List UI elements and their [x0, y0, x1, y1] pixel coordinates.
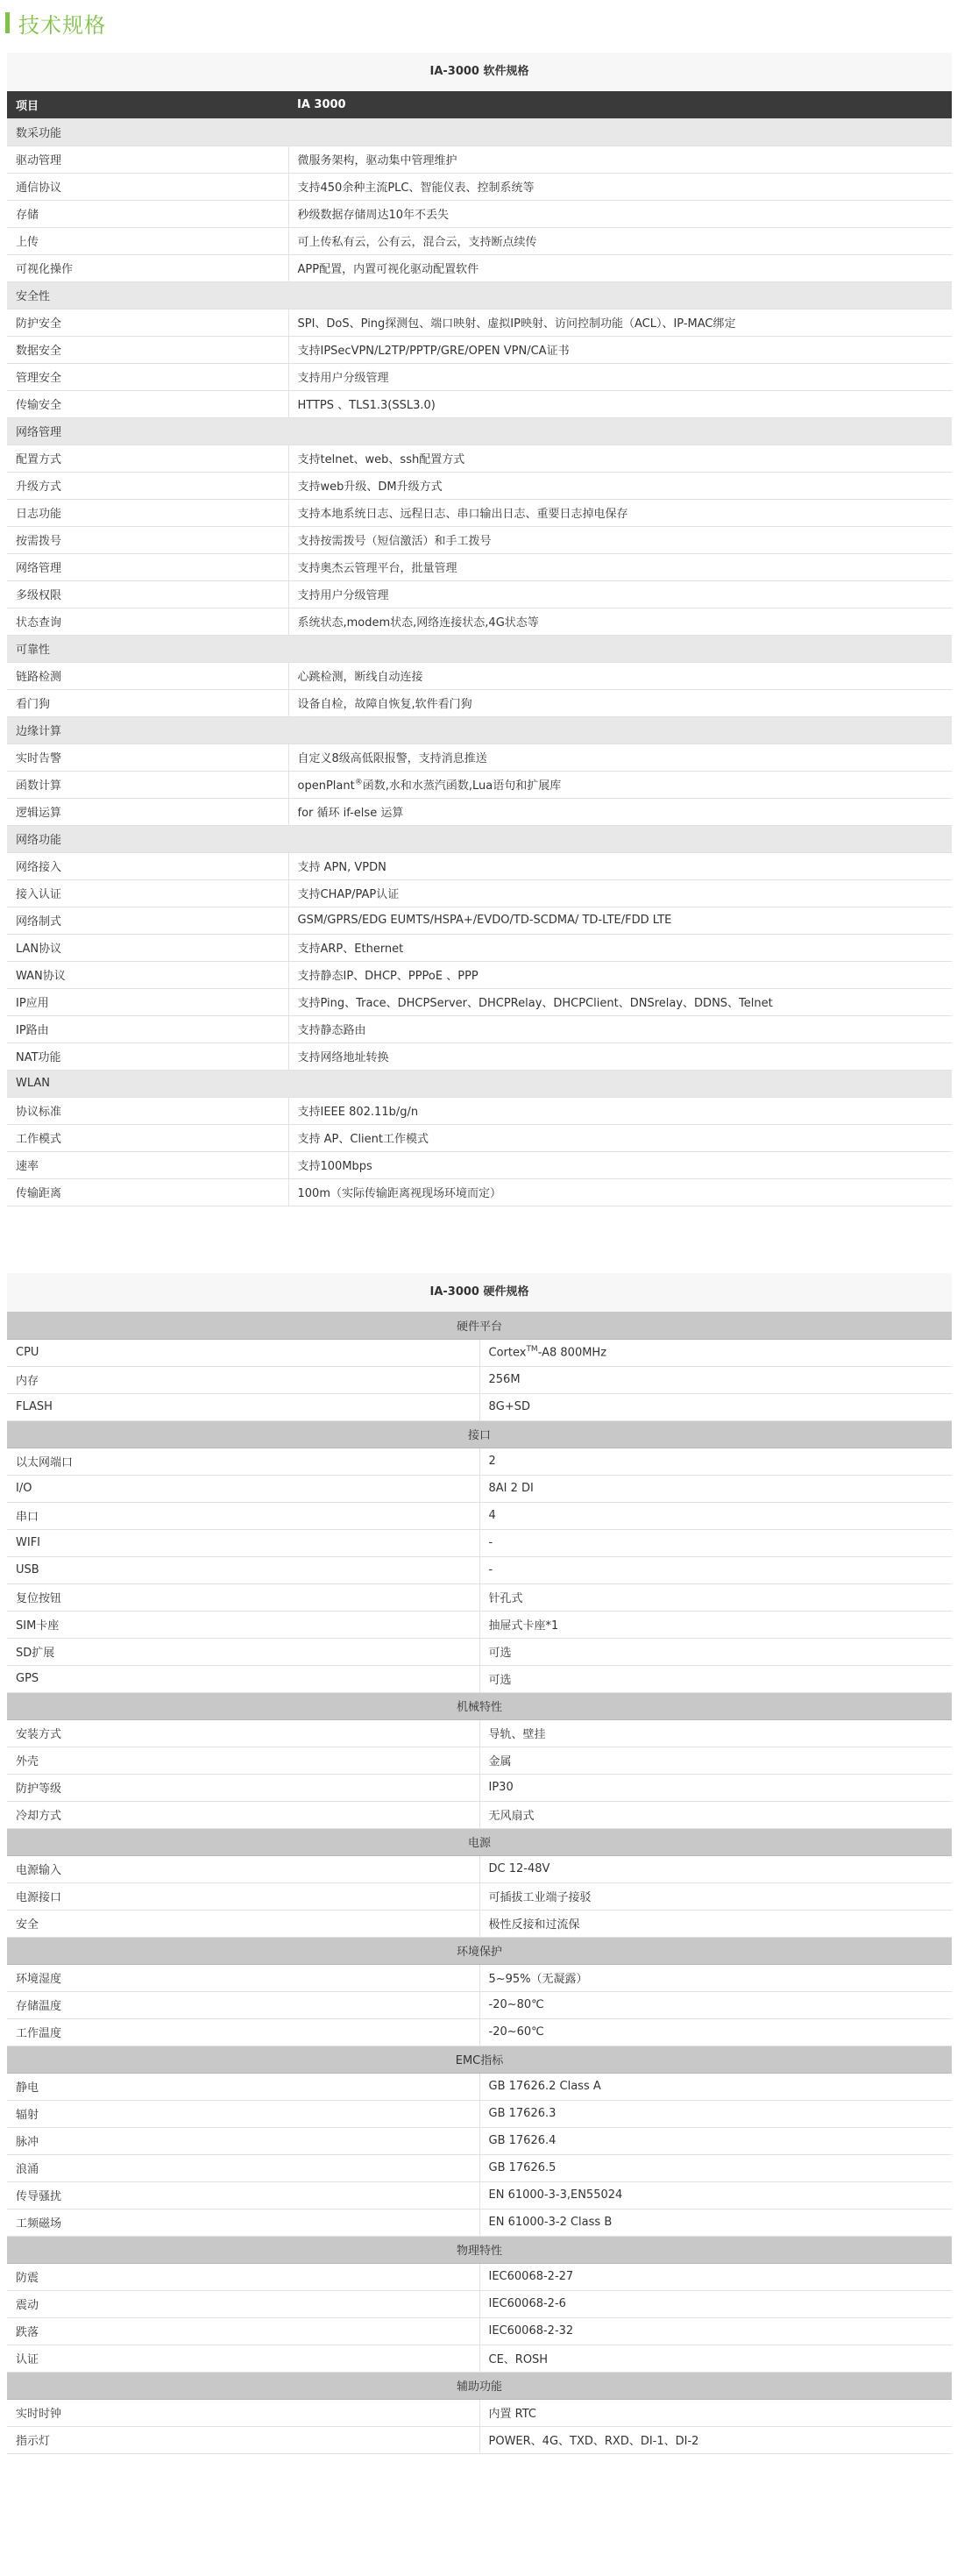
hardware-spec-table — [7, 1312, 952, 2454]
spec-value: 可插拔工业端子接驳 — [479, 1882, 952, 1910]
table-row — [7, 798, 952, 825]
section-label: 物理特性 — [7, 2236, 952, 2263]
spec-value: 100m（实际传输距离视现场环境而定） — [288, 1178, 952, 1206]
spec-key: 跌落 — [7, 2317, 479, 2345]
table-row — [7, 526, 952, 553]
category-row — [7, 716, 952, 744]
spec-value: 抽屉式卡座*1 — [479, 1611, 952, 1638]
spec-value: for 循环 if-else 运算 — [288, 798, 952, 825]
section-row — [7, 1692, 952, 1719]
spec-key: 按需拨号 — [7, 526, 288, 553]
category-label: 边缘计算 — [7, 716, 952, 744]
table-row — [7, 961, 952, 988]
section-label: EMC指标 — [7, 2046, 952, 2073]
spec-value: - — [479, 1556, 952, 1583]
spec-key: 速率 — [7, 1151, 288, 1178]
spec-key: CPU — [7, 1339, 479, 1366]
table-row — [7, 1882, 952, 1910]
table-row — [7, 580, 952, 608]
spec-key: 存储 — [7, 200, 288, 227]
category-row — [7, 635, 952, 662]
spec-key: 安全 — [7, 1910, 479, 1937]
spec-value: 支持web升级、DM升级方式 — [288, 472, 952, 499]
table-row — [7, 1747, 952, 1774]
spec-value: -20~80℃ — [479, 1991, 952, 2018]
category-row — [7, 118, 952, 146]
spec-key: 防震 — [7, 2263, 479, 2290]
spec-value: 无风扇式 — [479, 1801, 952, 1828]
spec-key: 复位按钮 — [7, 1583, 479, 1611]
table-row — [7, 608, 952, 635]
spec-key: 防护安全 — [7, 309, 288, 336]
section-label: 硬件平台 — [7, 1312, 952, 1339]
spec-value: IEC60068-2-32 — [479, 2317, 952, 2345]
section-row — [7, 1937, 952, 1964]
spec-value: EN 61000-3-2 Class B — [479, 2209, 952, 2236]
spec-value: 支持IPSecVPN/L2TP/PPTP/GRE/OPEN VPN/CA证书 — [288, 336, 952, 363]
table-row — [7, 1964, 952, 1991]
spec-key: 状态查询 — [7, 608, 288, 635]
table-row — [7, 2073, 952, 2100]
table-row — [7, 1015, 952, 1042]
spec-key: 防护等级 — [7, 1774, 479, 1801]
spec-key: 浪涌 — [7, 2154, 479, 2181]
category-label: 网络功能 — [7, 825, 952, 852]
category-label: WLAN — [7, 1070, 952, 1097]
section-row — [7, 1420, 952, 1448]
spec-value: CE、ROSH — [479, 2345, 952, 2372]
spec-key: 外壳 — [7, 1747, 479, 1774]
spec-key: 震动 — [7, 2290, 479, 2317]
table-row — [7, 2127, 952, 2154]
software-spec-caption: IA-3000 软件规格 — [429, 65, 529, 78]
table-row — [7, 2290, 952, 2317]
spec-key: FLASH — [7, 1393, 479, 1420]
spec-value-part: Cortex — [488, 1346, 527, 1360]
spec-key: LAN协议 — [7, 934, 288, 961]
spec-key: 串口 — [7, 1502, 479, 1529]
table-row — [7, 1801, 952, 1828]
spec-key: 传输距离 — [7, 1178, 288, 1206]
spec-key: 可视化操作 — [7, 254, 288, 281]
table-row — [7, 2100, 952, 2127]
table-row — [7, 2399, 952, 2426]
spec-value: 可选 — [479, 1638, 952, 1665]
table-row — [7, 907, 952, 934]
table-row — [7, 1991, 952, 2018]
spec-value: DC 12-48V — [479, 1855, 952, 1882]
table-row — [7, 1502, 952, 1529]
table-row — [7, 1339, 952, 1366]
spec-key: 以太网端口 — [7, 1448, 479, 1475]
spec-value: 支持CHAP/PAP认证 — [288, 879, 952, 907]
spec-value: - — [479, 1529, 952, 1556]
spec-key: 链路检测 — [7, 662, 288, 689]
spec-value: 支持用户分级管理 — [288, 363, 952, 390]
spec-key: IP应用 — [7, 988, 288, 1015]
spec-value: 可上传私有云，公有云，混合云，支持断点续传 — [288, 227, 952, 254]
spec-value: 自定义8级高低限报警，支持消息推送 — [288, 744, 952, 771]
table-row — [7, 1855, 952, 1882]
section-label: 机械特性 — [7, 1692, 952, 1719]
spec-value: 内置 RTC — [479, 2399, 952, 2426]
table-row — [7, 662, 952, 689]
table-row — [7, 1151, 952, 1178]
section-row — [7, 1312, 952, 1339]
spec-key: 电源输入 — [7, 1855, 479, 1882]
table-row — [7, 2181, 952, 2209]
table-row — [7, 1124, 952, 1151]
spec-value: 256M — [479, 1366, 952, 1393]
table-row — [7, 1475, 952, 1502]
spec-value: APP配置，内置可视化驱动配置软件 — [288, 254, 952, 281]
category-row — [7, 281, 952, 309]
spec-key: IP路由 — [7, 1015, 288, 1042]
spec-value: 支持 AP、Client工作模式 — [288, 1124, 952, 1151]
spec-value: GSM/GPRS/EDG EUMTS/HSPA+/EVDO/TD-SCDMA/ TD-LTE/FDD LTE — [288, 907, 952, 934]
table-row — [7, 934, 952, 961]
table-row — [7, 852, 952, 879]
spec-value: 心跳检测，断线自动连接 — [288, 662, 952, 689]
table-row — [7, 553, 952, 580]
spec-value — [288, 771, 952, 798]
table-row — [7, 1611, 952, 1638]
table-row — [7, 445, 952, 472]
spec-key: 管理安全 — [7, 363, 288, 390]
section-row — [7, 2236, 952, 2263]
spec-value: 可选 — [479, 1665, 952, 1692]
spec-value: 支持100Mbps — [288, 1151, 952, 1178]
spec-key: 上传 — [7, 227, 288, 254]
spec-value: GB 17626.5 — [479, 2154, 952, 2181]
spec-key: 函数计算 — [7, 771, 288, 798]
spec-key: 辐射 — [7, 2100, 479, 2127]
spec-key: GPS — [7, 1665, 479, 1692]
category-label: 安全性 — [7, 281, 952, 309]
spec-key: I/O — [7, 1475, 479, 1502]
spec-key: 网络管理 — [7, 553, 288, 580]
table-row — [7, 1665, 952, 1692]
table-row — [7, 988, 952, 1015]
spec-value-superscript: ® — [354, 778, 363, 787]
spec-key: 实时告警 — [7, 744, 288, 771]
spec-value-part: -A8 800MHz — [537, 1346, 607, 1360]
spec-key: SIM卡座 — [7, 1611, 479, 1638]
table-row — [7, 1366, 952, 1393]
spec-key: WIFI — [7, 1529, 479, 1556]
category-label: 网络管理 — [7, 417, 952, 445]
table-row — [7, 1583, 952, 1611]
table-row — [7, 254, 952, 281]
software-spec-table — [7, 91, 952, 1206]
spec-key: 工频磁场 — [7, 2209, 479, 2236]
spec-value: EN 61000-3-3,EN55024 — [479, 2181, 952, 2209]
spec-key: 电源接口 — [7, 1882, 479, 1910]
hardware-spec-caption: IA-3000 硬件规格 — [429, 1285, 529, 1299]
table-row — [7, 1910, 952, 1937]
spec-value: 8G+SD — [479, 1393, 952, 1420]
spec-value: 导轨、壁挂 — [479, 1719, 952, 1747]
spec-value: SPI、DoS、Ping探测包、端口映射、虚拟IP映射、访问控制功能（ACL）、IP-MAC绑定 — [288, 309, 952, 336]
spec-key: 冷却方式 — [7, 1801, 479, 1828]
table-row — [7, 1097, 952, 1124]
table-row — [7, 2209, 952, 2236]
spec-key: 脉冲 — [7, 2127, 479, 2154]
spec-value: 2 — [479, 1448, 952, 1475]
spec-value: -20~60℃ — [479, 2018, 952, 2046]
category-label: 可靠性 — [7, 635, 952, 662]
spec-value: 支持450余种主流PLC、智能仪表、控制系统等 — [288, 173, 952, 200]
table-row — [7, 689, 952, 716]
spec-value: GB 17626.4 — [479, 2127, 952, 2154]
spec-key: 看门狗 — [7, 689, 288, 716]
spec-value: IP30 — [479, 1774, 952, 1801]
spec-key: 认证 — [7, 2345, 479, 2372]
spec-value: 秒级数据存储周达10年不丢失 — [288, 200, 952, 227]
hardware-spec-panel — [7, 1273, 952, 2454]
spec-value-superscript: TM — [526, 1345, 538, 1355]
spec-value: GB 17626.2 Class A — [479, 2073, 952, 2100]
spec-key: 接入认证 — [7, 879, 288, 907]
table-row — [7, 1638, 952, 1665]
spec-key: 网络制式 — [7, 907, 288, 934]
spec-value: 支持IEEE 802.11b/g/n — [288, 1097, 952, 1124]
table-row — [7, 879, 952, 907]
spec-key: WAN协议 — [7, 961, 288, 988]
table-row — [7, 1556, 952, 1583]
spec-value: 支持静态IP、DHCP、PPPoE 、PPP — [288, 961, 952, 988]
software-spec-panel — [7, 53, 952, 1206]
spec-value: 设备自检，故障自恢复,软件看门狗 — [288, 689, 952, 716]
spec-key: 协议标准 — [7, 1097, 288, 1124]
section-heading — [5, 9, 106, 37]
spec-key: NAT功能 — [7, 1042, 288, 1070]
spec-value: 支持Ping、Trace、DHCPServer、DHCPRelay、DHCPClient、DNSrelay、DDNS、Telnet — [288, 988, 952, 1015]
spec-value: 支持ARP、Ethernet — [288, 934, 952, 961]
spec-value: 支持telnet、web、ssh配置方式 — [288, 445, 952, 472]
table-row — [7, 1448, 952, 1475]
spec-value: 支持本地系统日志、远程日志、串口输出日志、重要日志掉电保存 — [288, 499, 952, 526]
spec-value-part: 函数,水和水蒸汽函数,Lua语句和扩展库 — [362, 779, 562, 793]
header-item: 项目 — [7, 91, 288, 118]
spec-value: 支持网络地址转换 — [288, 1042, 952, 1070]
spec-key: 传导骚扰 — [7, 2181, 479, 2209]
spec-value: 5~95%（无凝露） — [479, 1964, 952, 1991]
spec-key: 传输安全 — [7, 390, 288, 417]
section-row — [7, 1828, 952, 1855]
spec-value: 微服务架构，驱动集中管理维护 — [288, 146, 952, 173]
spec-key: 工作模式 — [7, 1124, 288, 1151]
category-row — [7, 1070, 952, 1097]
spec-key: 实时时钟 — [7, 2399, 479, 2426]
spec-value: 支持按需拨号（短信激活）和手工拨号 — [288, 526, 952, 553]
table-row — [7, 1529, 952, 1556]
spec-key: 配置方式 — [7, 445, 288, 472]
section-row — [7, 2372, 952, 2399]
table-row — [7, 2317, 952, 2345]
table-row — [7, 2263, 952, 2290]
spec-key: 存储温度 — [7, 1991, 479, 2018]
section-label: 电源 — [7, 1828, 952, 1855]
spec-key: 指示灯 — [7, 2426, 479, 2453]
spec-key: 数据安全 — [7, 336, 288, 363]
spec-value: IEC60068-2-6 — [479, 2290, 952, 2317]
table-row — [7, 2345, 952, 2372]
table-row — [7, 390, 952, 417]
spec-value: 8AI 2 DI — [479, 1475, 952, 1502]
spec-key: SD扩展 — [7, 1638, 479, 1665]
table-row — [7, 363, 952, 390]
spec-key: 日志功能 — [7, 499, 288, 526]
spec-value: POWER、4G、TXD、RXD、DI-1、DI-2 — [479, 2426, 952, 2453]
spec-value: HTTPS 、TLS1.3(SSL3.0) — [288, 390, 952, 417]
category-row — [7, 825, 952, 852]
spec-value: 系统状态,modem状态,网络连接状态,4G状态等 — [288, 608, 952, 635]
table-row — [7, 200, 952, 227]
section-label: 环境保护 — [7, 1937, 952, 1964]
spec-key: 多级权限 — [7, 580, 288, 608]
spec-value: 极性反接和过流保 — [479, 1910, 952, 1937]
category-row — [7, 417, 952, 445]
spec-key: 安装方式 — [7, 1719, 479, 1747]
spec-key: 工作温度 — [7, 2018, 479, 2046]
spec-value: 支持静态路由 — [288, 1015, 952, 1042]
table-row — [7, 173, 952, 200]
table-row — [7, 1774, 952, 1801]
table-row — [7, 2154, 952, 2181]
table-row — [7, 499, 952, 526]
heading-accent-bar — [5, 12, 10, 33]
spec-key: 内存 — [7, 1366, 479, 1393]
category-label: 数采功能 — [7, 118, 952, 146]
table-row — [7, 227, 952, 254]
table-header-row — [7, 91, 952, 118]
spec-value — [479, 1339, 952, 1366]
table-row — [7, 1719, 952, 1747]
table-row — [7, 336, 952, 363]
spec-key: 驱动管理 — [7, 146, 288, 173]
heading-title: 技术规格 — [18, 12, 106, 38]
table-row — [7, 472, 952, 499]
spec-key: USB — [7, 1556, 479, 1583]
spec-value: GB 17626.3 — [479, 2100, 952, 2127]
spec-value: 支持奥杰云管理平台，批量管理 — [288, 553, 952, 580]
table-row — [7, 744, 952, 771]
spec-value: 支持 APN, VPDN — [288, 852, 952, 879]
section-row — [7, 2046, 952, 2073]
table-row — [7, 146, 952, 173]
spec-key: 静电 — [7, 2073, 479, 2100]
spec-key: 网络接入 — [7, 852, 288, 879]
spec-value: 4 — [479, 1502, 952, 1529]
table-row — [7, 2018, 952, 2046]
table-row — [7, 1393, 952, 1420]
spec-value: 金属 — [479, 1747, 952, 1774]
table-row — [7, 2426, 952, 2453]
spec-value-part: openPlant — [297, 779, 355, 793]
spec-key: 升级方式 — [7, 472, 288, 499]
spec-key: 逻辑运算 — [7, 798, 288, 825]
spec-value: IEC60068-2-27 — [479, 2263, 952, 2290]
table-row — [7, 309, 952, 336]
spec-value: 针孔式 — [479, 1583, 952, 1611]
section-label: 接口 — [7, 1420, 952, 1448]
table-row — [7, 1042, 952, 1070]
table-row — [7, 771, 952, 798]
table-row — [7, 1178, 952, 1206]
spec-value: 支持用户分级管理 — [288, 580, 952, 608]
header-model: IA 3000 — [288, 91, 952, 118]
spec-key: 通信协议 — [7, 173, 288, 200]
section-label: 辅助功能 — [7, 2372, 952, 2399]
spec-key: 环境湿度 — [7, 1964, 479, 1991]
